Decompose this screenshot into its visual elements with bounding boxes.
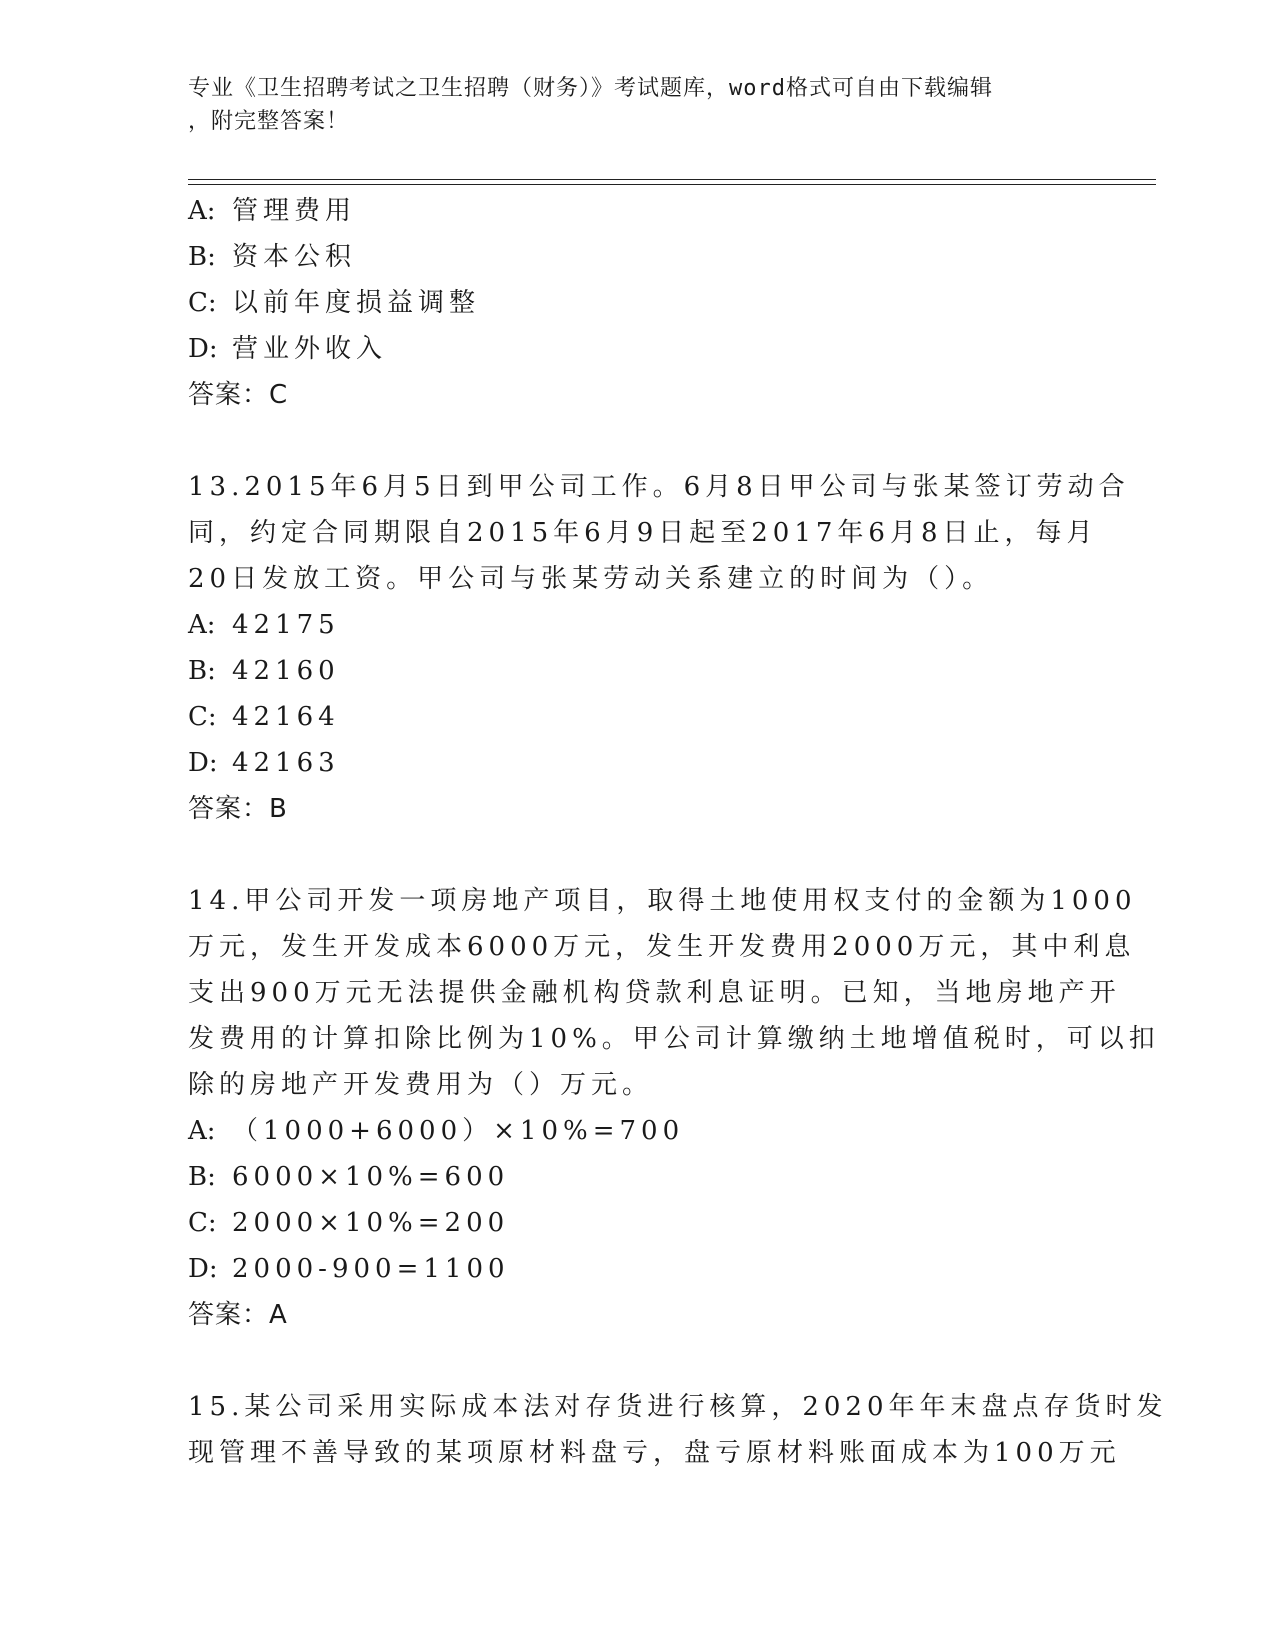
option-text: 管理费用 xyxy=(232,196,357,226)
option-d xyxy=(188,740,1108,786)
option-letter: C: xyxy=(188,288,217,318)
question-text-line: 13.2015年6月5日到甲公司工作。6月8日甲公司与张某签订劳动合 xyxy=(188,472,1130,502)
option-b xyxy=(188,234,1108,280)
option-text: 42163 xyxy=(232,748,340,778)
option-c xyxy=(188,280,1108,326)
option-text: 6000×10%=600 xyxy=(232,1162,510,1192)
spacer xyxy=(188,1338,1108,1384)
header-divider-top xyxy=(188,179,1156,180)
option-text: （1000+6000）×10%=700 xyxy=(232,1116,685,1146)
option-letter: B: xyxy=(188,656,216,686)
question-text-line: 同，约定合同期限自2015年6月9日起至2017年6月8日止，每月 xyxy=(188,518,1098,548)
option-letter: A: xyxy=(188,1116,216,1146)
answer-line: 答案：A xyxy=(188,1300,288,1330)
option-letter: A: xyxy=(188,610,216,640)
option-text: 2000×10%=200 xyxy=(232,1208,510,1238)
question-text-line: 除的房地产开发费用为（）万元。 xyxy=(188,1070,654,1100)
question-text-line: 15.某公司采用实际成本法对存货进行核算，2020年年末盘点存货时发 xyxy=(188,1392,1168,1422)
question-12 xyxy=(188,188,1108,418)
question-text-line: 支出900万元无法提供金融机构贷款利息证明。已知，当地房地产开 xyxy=(188,978,1121,1008)
option-text: 以前年度损益调整 xyxy=(232,288,481,318)
option-letter: A: xyxy=(188,196,216,226)
spacer xyxy=(188,832,1108,878)
question-14 xyxy=(188,878,1160,1338)
question-text-line: 万元，发生开发成本6000万元，发生开发费用2000万元，其中利息 xyxy=(188,932,1136,962)
option-letter: C: xyxy=(188,702,217,732)
option-c xyxy=(188,1200,1108,1246)
header-divider-bottom xyxy=(188,184,1156,185)
option-letter: D: xyxy=(188,334,218,364)
spacer xyxy=(188,418,1108,464)
option-d xyxy=(188,1246,1108,1292)
question-13 xyxy=(188,464,1130,832)
question-text-line: 现管理不善导致的某项原材料盘亏，盘亏原材料账面成本为100万元 xyxy=(188,1438,1121,1468)
answer-line: 答案：B xyxy=(188,794,288,824)
option-a xyxy=(188,188,1108,234)
option-letter: D: xyxy=(188,748,218,778)
question-15 xyxy=(188,1384,1168,1476)
option-letter: B: xyxy=(188,242,216,272)
option-letter: C: xyxy=(188,1208,217,1238)
question-text-line: 20日发放工资。甲公司与张某劳动关系建立的时间为（）。 xyxy=(188,564,994,594)
option-text: 42160 xyxy=(232,656,340,686)
document-header xyxy=(188,72,1068,138)
option-c xyxy=(188,694,1108,740)
option-text: 42175 xyxy=(232,610,340,640)
question-text-line: 14.甲公司开发一项房地产项目，取得土地使用权支付的金额为1000 xyxy=(188,886,1137,916)
answer-line: 答案：C xyxy=(188,380,289,410)
option-b xyxy=(188,1154,1108,1200)
header-line-1: 专业《卫生招聘考试之卫生招聘（财务）》考试题库，word格式可自由下载编辑 xyxy=(188,76,993,101)
option-d xyxy=(188,326,1108,372)
option-text: 42164 xyxy=(232,702,340,732)
option-text: 营业外收入 xyxy=(232,334,388,364)
question-text-line: 发费用的计算扣除比例为10%。甲公司计算缴纳土地增值税时，可以扣 xyxy=(188,1024,1160,1054)
option-letter: B: xyxy=(188,1162,216,1192)
option-text: 资本公积 xyxy=(232,242,357,272)
option-text: 2000-900=1100 xyxy=(232,1254,510,1284)
option-a xyxy=(188,602,1108,648)
option-letter: D: xyxy=(188,1254,218,1284)
document-body xyxy=(188,188,1168,1476)
option-b xyxy=(188,648,1108,694)
option-a xyxy=(188,1108,1108,1154)
header-line-2: ，附完整答案！ xyxy=(188,109,350,134)
